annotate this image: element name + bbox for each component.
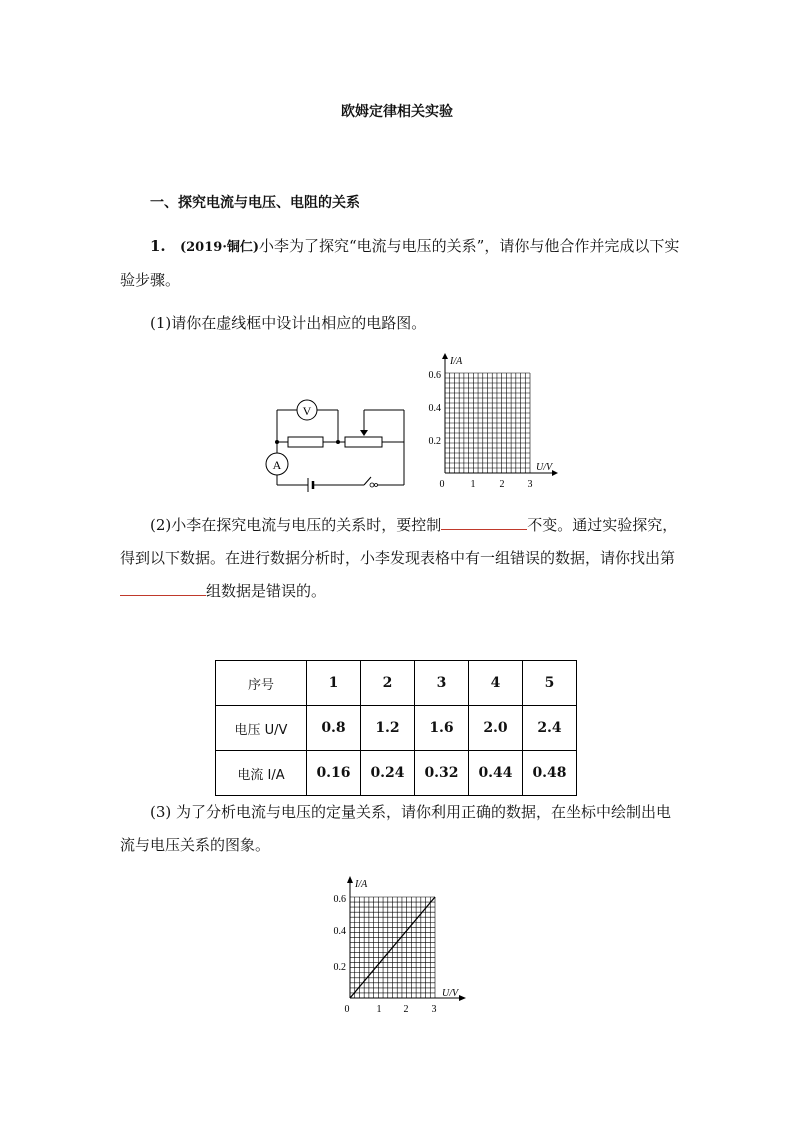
chart-x-tick-3: 3 xyxy=(431,1004,437,1015)
part2-text xyxy=(120,509,680,608)
graph-grid xyxy=(445,373,530,473)
answer-blank-2[interactable] xyxy=(120,579,206,596)
table-cell: 1.6 xyxy=(415,706,469,751)
part1-text: (1)请你在虚线框中设计出相应的电路图。 xyxy=(150,314,427,332)
blank-graph xyxy=(420,353,560,493)
table-cell: 序号 xyxy=(216,661,307,706)
chart-x-tick-0: 0 xyxy=(344,1004,350,1015)
part2-text-b: 不变。通过实验探究，得到以下数据。在进行数据分析时，小李发现表格中有一组错误的数据，请你找出第 xyxy=(120,516,678,567)
table-cell: 0.24 xyxy=(361,751,415,796)
table-cell: 0.8 xyxy=(307,706,361,751)
resistor xyxy=(288,437,323,447)
table-cell: 4 xyxy=(469,661,523,706)
table-cell: 0.16 xyxy=(307,751,361,796)
table-cell: 2.4 xyxy=(523,706,577,751)
table-row xyxy=(216,661,577,706)
chart-y-tick-0.4: 0.4 xyxy=(333,926,346,937)
table-cell: 电压 U/V xyxy=(216,706,307,751)
chart-y-label: I/A xyxy=(355,879,368,890)
section-heading: 一、探究电流与电压、电阻的关系 xyxy=(150,195,360,211)
table-cell: 电流 I/A xyxy=(216,751,307,796)
table-cell: 1.2 xyxy=(361,706,415,751)
chart-y-tick-0.2: 0.2 xyxy=(333,962,346,973)
table-row xyxy=(216,751,577,796)
chart-x-tick-2: 2 xyxy=(403,1004,409,1015)
y-tick-0.6: 0.6 xyxy=(428,370,441,381)
question-text: 小李为了探究“电流与电压的关系”，请你与他合作并完成以下实验步骤。 xyxy=(120,237,680,289)
x-tick-0: 0 xyxy=(439,479,445,490)
table-cell: 5 xyxy=(523,661,577,706)
question-stem xyxy=(120,230,680,297)
y-axis-label: I/A xyxy=(450,356,463,367)
x-axis-label: U/V xyxy=(536,462,553,473)
part2-text-a: (2)小李在探究电流与电压的关系时，要控制 xyxy=(150,516,442,534)
chart-x-tick-1: 1 xyxy=(376,1004,382,1015)
page-title: 欧姆定律相关实验 xyxy=(341,104,453,120)
iu-chart xyxy=(320,875,470,1020)
x-tick-2: 2 xyxy=(499,479,505,490)
question-number: 1. xyxy=(150,237,166,255)
table-cell: 0.48 xyxy=(523,751,577,796)
table-cell: 0.32 xyxy=(415,751,469,796)
x-tick-1: 1 xyxy=(470,479,476,490)
slider-arrow-icon xyxy=(360,430,368,436)
table-cell: 2.0 xyxy=(469,706,523,751)
part2-text-c: 组数据是错误的。 xyxy=(206,582,327,600)
ammeter-label: A xyxy=(272,458,282,472)
rheostat xyxy=(345,437,382,447)
table-cell: 3 xyxy=(415,661,469,706)
part3-text: (3) 为了分析电流与电压的定量关系，请你利用正确的数据，在坐标中绘制出电流与电压关系的图象。 xyxy=(120,803,672,854)
circuit-diagram xyxy=(262,393,412,493)
voltmeter-label: V xyxy=(302,404,312,418)
y-tick-0.2: 0.2 xyxy=(428,436,441,447)
y-tick-0.4: 0.4 xyxy=(428,403,441,414)
question-source: (2019·铜仁) xyxy=(179,240,259,255)
chart-y-tick-0.6: 0.6 xyxy=(333,894,346,905)
switch-icon xyxy=(370,483,374,487)
table-cell: 1 xyxy=(307,661,361,706)
x-tick-3: 3 xyxy=(527,479,533,490)
data-table xyxy=(215,660,577,796)
answer-blank-1[interactable] xyxy=(441,513,527,530)
chart-x-label: U/V xyxy=(442,988,459,999)
table-cell: 2 xyxy=(361,661,415,706)
table-cell: 0.44 xyxy=(469,751,523,796)
table-row xyxy=(216,706,577,751)
